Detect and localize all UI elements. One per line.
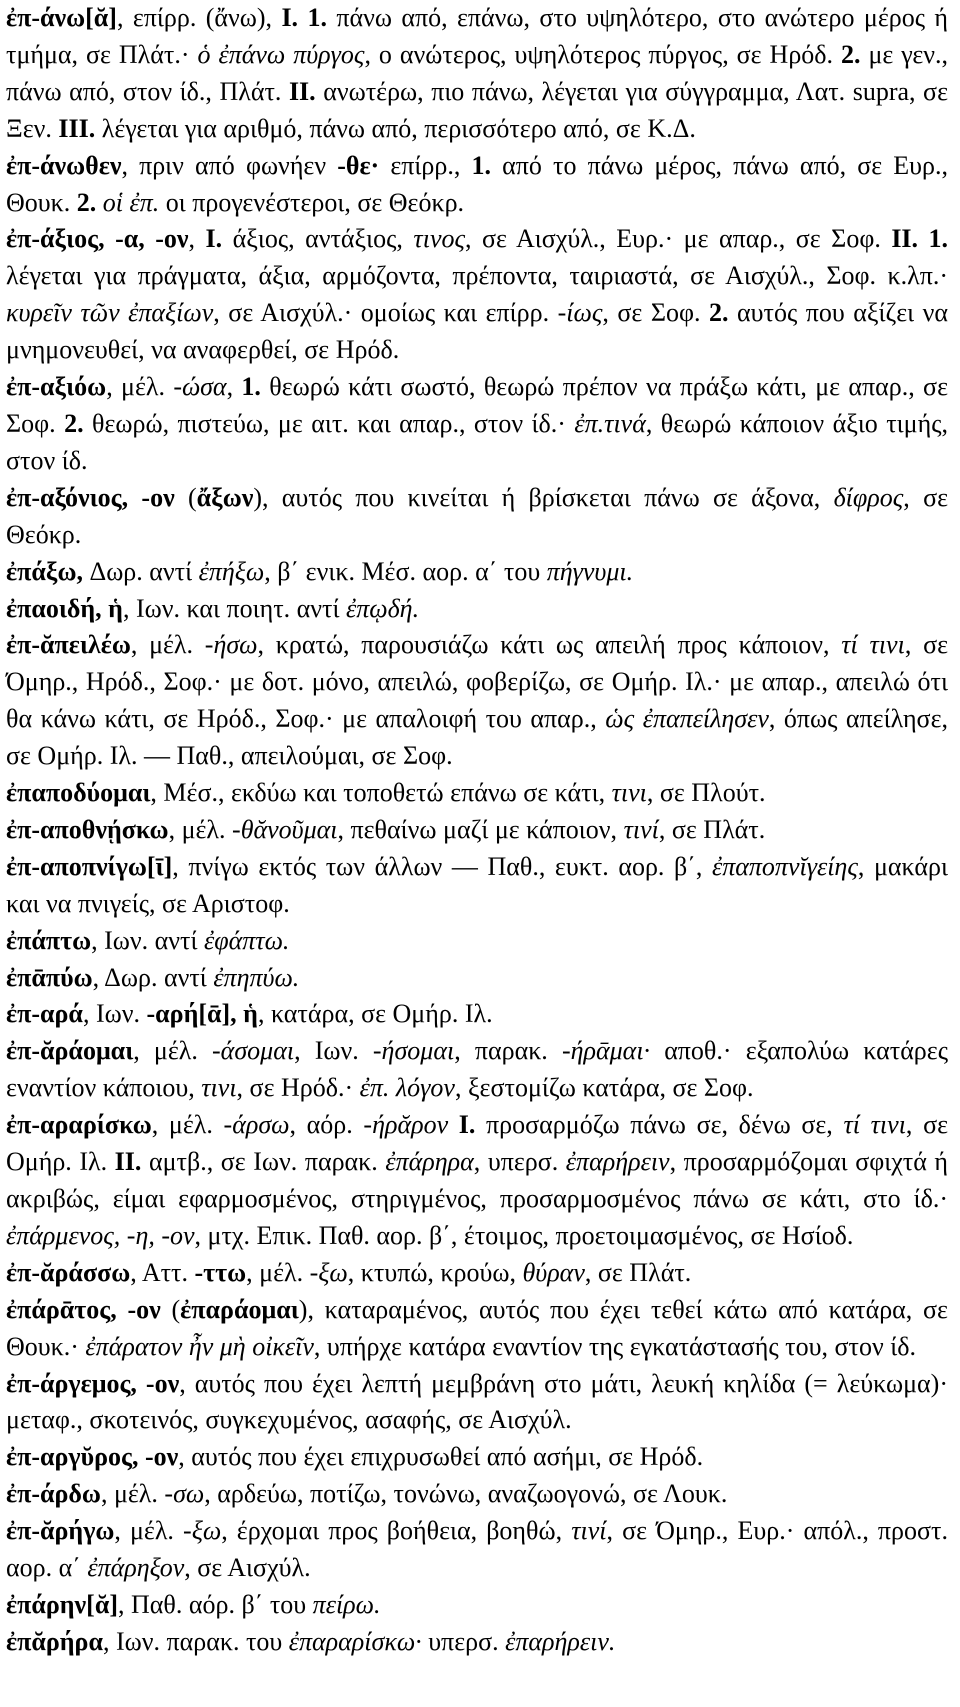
entry-italic-text: ἐπ.τινά	[574, 408, 646, 438]
entry-text: οι προγενέστεροι, σε Θεόκρ.	[159, 187, 465, 217]
entry-text: ), καταραμένος, αυτός που έχει τεθεί κάτω από κατάρα, σε Θουκ.·	[6, 1294, 948, 1361]
dictionary-entry	[6, 627, 948, 775]
dictionary-entry	[6, 1366, 948, 1440]
entry-italic-text: ἐπαραρίσκω·	[288, 1626, 422, 1656]
entry-headword: ἄξων	[196, 482, 254, 512]
entry-text: , Ιων. και ποιητ. αντί	[122, 593, 346, 623]
entry-italic-text: τινι	[201, 1073, 237, 1103]
entry-text: , σε Αισχύλ.· ομοίως και επίρρ.	[213, 298, 558, 328]
entry-headword: ἐπ-ᾰράσσω	[6, 1257, 131, 1287]
entry-headword: 2.	[76, 187, 97, 217]
dictionary-entry	[6, 1587, 948, 1624]
entry-text: ,	[226, 372, 242, 402]
entry-text: , σε Ηρόδ.·	[236, 1073, 360, 1103]
entry-text: ), αυτός που κινείται ή βρίσκεται πάνω σε άξονα,	[253, 482, 834, 512]
entry-text: , Παθ. αόρ. β΄ του	[118, 1589, 313, 1619]
entry-italic-text: ἐπαρήρειν	[565, 1147, 670, 1177]
entry-text: , Ιων.	[82, 999, 147, 1029]
dictionary-entry	[6, 1624, 948, 1661]
entry-italic-text: οἱ ἐπ.	[102, 187, 160, 217]
dictionary-entry	[6, 1476, 948, 1513]
entry-text: , αυτός που έχει λεπτή μεμβράνη στο μάτι, λευκή κηλίδα (= λεύκωμα)· μεταφ., σκοτεινός, συγκεχυμένος, ασαφής, σε Αισχύλ.	[6, 1368, 948, 1435]
entry-italic-text: πήγνυμι.	[546, 556, 634, 586]
entry-text: , αόρ.	[289, 1110, 364, 1140]
entry-text: , σε Πλούτ.	[646, 778, 766, 808]
entry-text: , ο ανώτερος, υψηλότερος πύργος, σε Ηρόδ.	[364, 39, 842, 69]
dictionary-entry	[6, 554, 948, 591]
dictionary-entry	[6, 923, 948, 960]
entry-text: , πνίγω εκτός των άλλων — Παθ., ευκτ. αορ. β΄,	[172, 851, 712, 881]
entry-italic-text: δίφρος	[833, 482, 904, 512]
entry-italic-text: -ήσομαι	[372, 1036, 455, 1066]
entry-italic-text: πείρω.	[312, 1589, 381, 1619]
entry-italic-text: τί τινι	[841, 630, 905, 660]
entry-italic-text: ἐπάρηξον	[87, 1553, 185, 1583]
dictionary-entry	[6, 1255, 948, 1292]
entry-headword: 2.	[64, 408, 84, 438]
entry-headword: III.	[58, 113, 96, 143]
entry-text: , μέλ.	[106, 372, 174, 402]
entry-text: , μέλ.	[168, 814, 233, 844]
entry-text: λέγεται για πράγματα, άξια, αρμόζοντα, πρέποντα, ταιριαστά, σε Αισχύλ., Σοφ. κ.λπ.·	[6, 261, 948, 291]
entry-text: (	[174, 482, 197, 512]
entry-text: , σε Αισχύλ.	[184, 1553, 311, 1583]
entry-italic-text: θύραν	[522, 1257, 585, 1287]
entry-headword: ἐπ-αξιόω	[6, 372, 107, 402]
entry-headword: I.	[458, 1110, 476, 1140]
entry-text: , σε Πλάτ.	[584, 1257, 692, 1287]
entry-text: , Αττ.	[130, 1257, 195, 1287]
entry-text: άξιος, αντάξιος,	[222, 224, 414, 254]
entry-text: προσαρμόζω πάνω σε, δένω σε,	[475, 1110, 844, 1140]
entry-headword: ἐπ-αποθνῄσκω	[6, 814, 169, 844]
entry-italic-text: -άρσω	[223, 1110, 290, 1140]
entry-italic-text: ἐπαποπνῐγείης	[711, 851, 858, 881]
entry-text: ανωτέρω, πιο πάνω, λέγεται για σύγγραμμα, Λατ. supra, σε Ξεν.	[6, 76, 948, 143]
entry-text: , μέλ.	[151, 1110, 224, 1140]
entry-text: , όπως απείλησε, σε Ομήρ. Ιλ. — Παθ., απειλούμαι, σε Σοφ.	[6, 704, 948, 771]
entry-text: , σε Θεόκρ.	[6, 482, 948, 549]
entry-text: , θεωρώ κάποιον άξιο τιμής, στον ίδ.	[6, 408, 949, 475]
entry-italic-text: τινι	[611, 778, 647, 808]
entry-headword: ἐπ-αρά	[6, 999, 83, 1029]
dictionary-entry	[6, 591, 948, 628]
dictionary-entry	[6, 221, 948, 369]
entry-italic-text: -ήσω	[204, 630, 258, 660]
entry-headword: 1.	[241, 372, 261, 402]
dictionary-entry	[6, 960, 948, 997]
dictionary-entry	[6, 1033, 948, 1107]
entry-italic-text: κυρεῖν τῶν ἐπαξίων	[6, 298, 214, 328]
entry-text: , έρχομαι προς βοήθεια, βοηθώ,	[221, 1516, 572, 1546]
entry-headword: ἐπαποδύομαι	[6, 778, 151, 808]
entry-headword: -ττω	[194, 1257, 247, 1287]
entry-text: , Ιων.	[294, 1036, 373, 1066]
entry-text: , Μέσ., εκδύω και τοποθετώ επάνω σε κάτι,	[150, 778, 612, 808]
entry-text: , σε Σοφ.	[602, 298, 709, 328]
entry-text: , πριν από φωνήεν	[121, 150, 338, 180]
entry-headword: II.	[288, 76, 316, 106]
entry-italic-text: -θᾰνοῦμαι	[232, 814, 338, 844]
dictionary-entry	[6, 480, 948, 554]
dictionary-entry	[6, 849, 948, 923]
entry-text: , σε Πλάτ.	[658, 814, 766, 844]
entry-italic-text: -ήρᾰρον	[363, 1110, 449, 1140]
entry-italic-text: -ξω	[183, 1516, 222, 1546]
entry-text: , αυτός που έχει επιχρυσωθεί από ασήμι, σε Ηρόδ.	[178, 1442, 704, 1472]
entry-text: , Δωρ. αντί	[92, 962, 214, 992]
entry-headword: I.	[205, 224, 223, 254]
entry-text: , Ιων. αντί	[91, 925, 204, 955]
entry-text: , μτχ. Επικ. Παθ. αορ. β΄, έτοιμος, προετοιμασμένος, σε Ησίοδ.	[194, 1220, 854, 1250]
entry-text: ,	[188, 224, 206, 254]
entry-text: , κρατώ, παρουσιάζω κάτι ως απειλή προς κάποιον,	[257, 630, 842, 660]
dictionary-entry	[6, 369, 948, 480]
entry-headword: I. 1.	[281, 3, 327, 32]
dictionary-entry	[6, 775, 948, 812]
entry-text	[448, 1110, 459, 1139]
entry-headword: ἐπᾰρήρα	[6, 1626, 103, 1656]
entry-headword: ἐπαράομαι	[180, 1294, 299, 1324]
entry-italic-text: ὡς ἐπαπείλησεν	[605, 704, 769, 734]
entry-text: από το πάνω μέρος, πάνω από, σε Ευρ., Θουκ.	[6, 150, 948, 217]
entry-text: θεωρώ κάτι σωστό, θεωρώ πρέπον να πράξω κάτι, με απαρ., σε Σοφ.	[6, 372, 948, 438]
entry-headword: -θε·	[337, 150, 380, 180]
entry-text: , κατάρα, σε Ομήρ. Ιλ.	[257, 999, 493, 1029]
entry-headword: ἐπάξω,	[6, 556, 90, 586]
entry-headword: ἐπ-ᾰρήγω	[6, 1516, 115, 1546]
entry-text: πάνω από, επάνω, στο υψηλότερο, στο ανώτερο μέρος ή τμήμα, σε Πλάτ.·	[6, 3, 948, 69]
dictionary-entry	[6, 0, 948, 148]
entry-text: , προσαρμόζομαι σφιχτά ή ακριβώς, είμαι εφαρμοσμένος, στηριγμένος, προσαρμοσμένος πάνω σε κάτι, στο ίδ.·	[6, 1147, 948, 1213]
entry-text: , μέλ.	[133, 1036, 213, 1066]
entry-headword: ἐπ-αποπνίγω[ῑ]	[6, 851, 173, 881]
entry-text: , μέλ.	[130, 630, 205, 660]
entry-headword: ἐπαοιδή, ἡ	[6, 593, 123, 623]
entry-italic-text: ἐπηπύω.	[213, 962, 300, 992]
dictionary-entry	[6, 812, 948, 849]
entry-italic-text: -άσομαι	[212, 1036, 295, 1066]
dictionary-entry	[6, 1513, 948, 1587]
entry-italic-text: ἐπήξω	[198, 556, 265, 586]
entry-italic-text: τί τινι	[843, 1110, 906, 1140]
entry-text: , αρδεύω, ποτίζω, τονώνω, αναζωογονώ, σε Λουκ.	[204, 1479, 728, 1509]
dictionary-entry	[6, 1107, 948, 1255]
entry-italic-text: ἐπάρηρα	[385, 1147, 474, 1177]
entry-headword: ἐπάρᾱτος, -ον	[6, 1294, 161, 1324]
entry-text: λέγεται για αριθμό, πάνω από, περισσότερο από, σε Κ.Δ.	[95, 113, 696, 143]
entry-text: , πεθαίνω μαζί με κάποιον,	[337, 814, 624, 844]
entry-italic-text: τινί	[571, 1516, 607, 1546]
entry-text: , μέλ.	[246, 1257, 310, 1287]
entry-headword: ἐπ-άξιος, -α, -ον	[6, 224, 189, 254]
entry-text: θεωρώ, πιστεύω, με αιτ. και απαρ., στον ίδ.·	[83, 408, 575, 438]
entry-text: , μέλ.	[114, 1516, 184, 1546]
entry-headword: ἐπ-ᾰράομαι	[6, 1036, 134, 1066]
entry-headword: 2.	[841, 39, 861, 69]
entry-italic-text: τινος	[413, 224, 466, 254]
entry-headword: 2.	[709, 298, 729, 328]
entry-text: , μακάρι και να πνιγείς, σε Αριστοφ.	[6, 851, 948, 918]
entry-headword: ἐπ-αξόνιος, -ον	[6, 482, 175, 512]
entry-text: με γεν., πάνω από, στον ίδ., Πλάτ.	[6, 39, 949, 106]
entry-italic-text: -ίως	[557, 298, 603, 328]
entry-text: Δωρ. αντί	[89, 556, 199, 586]
entry-text: αποθ.· εξαπολύω κατάρες εναντίον κάποιου,	[6, 1036, 948, 1103]
entry-italic-text: ἐπαρήρειν.	[505, 1626, 616, 1656]
entry-headword: ἐπᾱπύω	[6, 962, 93, 992]
entry-italic-text: -σω	[164, 1479, 205, 1509]
entry-italic-text: -ώσα	[173, 372, 227, 402]
entry-text: , β΄ ενικ. Μέσ. αορ. α΄ του	[264, 556, 547, 586]
entry-text: αμτβ., σε Ιων. παρακ.	[141, 1147, 386, 1177]
entry-text: αυτός που αξίζει να μνημονευθεί, να αναφερθεί, σε Ηρόδ.	[6, 298, 949, 365]
entry-headword: ἐπάρην[ᾰ]	[6, 1589, 118, 1619]
entry-text: , σε Όμηρ., Ηρόδ., Σοφ.· με δοτ. μόνο, απειλώ, φοβερίζω, σε Ομήρ. Ιλ.· με απαρ., απειλώ ότι θα κάνω κάτι, σε Ηρόδ., Σοφ.· με απαλοιφή του απαρ.,	[6, 630, 948, 734]
entry-italic-text: τινί	[623, 814, 659, 844]
dictionary-entry	[6, 148, 948, 222]
dictionary-entry	[6, 996, 948, 1033]
entry-italic-text: -ξω	[309, 1257, 348, 1287]
entry-headword: ἐπ-άνω[ᾰ]	[6, 3, 117, 32]
entry-headword: ἐπ-αργῠρος, -ον	[6, 1442, 179, 1472]
entry-text: , επίρρ. (ἄνω),	[116, 3, 282, 32]
dictionary-entry	[6, 1439, 948, 1476]
entry-text: , υπερσ.	[473, 1147, 566, 1177]
entry-headword: ἐπ-ᾰπειλέω	[6, 630, 131, 660]
entry-italic-text: ἐπ. λόγον	[359, 1073, 455, 1103]
entry-text: , υπήρχε κατάρα εναντίον της εγκατάστασής του, στον ίδ.	[313, 1331, 916, 1361]
entry-headword: ἐπ-αραρίσκω	[6, 1110, 152, 1140]
entry-italic-text: ἐπάρατον ἦν μὴ οἰκεῖν	[85, 1331, 314, 1361]
entry-text: , σε Ομήρ. Ιλ.	[6, 1110, 949, 1177]
entry-italic-text: ἐπάρμενος, -η, -ον	[6, 1220, 195, 1250]
entry-text: , ξεστομίζω κατάρα, σε Σοφ.	[454, 1073, 754, 1103]
dictionary-entry	[6, 1292, 948, 1366]
entry-italic-text: ἐφάπτω.	[203, 925, 290, 955]
entry-text: , παρακ.	[454, 1036, 562, 1066]
entry-text: υπερσ.	[421, 1626, 506, 1656]
entry-text: , σε Αισχύλ., Ευρ.· με απαρ., σε Σοφ.	[465, 224, 892, 254]
entry-headword: -αρή[ᾱ], ἡ	[146, 999, 258, 1029]
entry-text: , μέλ.	[100, 1479, 165, 1509]
entry-headword: 1.	[471, 150, 491, 180]
entry-italic-text: -ήρᾱμαι·	[561, 1036, 651, 1066]
entry-text: , κτυπώ, κρούω,	[347, 1257, 523, 1287]
entry-text: (	[160, 1294, 181, 1324]
entry-text: επίρρ.,	[379, 150, 472, 180]
entry-headword: ἐπ-άνωθεν	[6, 150, 122, 180]
entry-italic-text: ἐπῳδή.	[345, 593, 420, 623]
entry-italic-text: ὁ ἐπάνω πύργος	[197, 39, 365, 69]
entry-text: , σε Όμηρ., Ευρ.· απόλ., προστ. αορ. α΄	[6, 1516, 948, 1583]
entry-headword: ἐπάπτω	[6, 925, 92, 955]
entry-headword: II.	[114, 1147, 142, 1177]
entry-headword: ἐπ-άργεμος, -ον	[6, 1368, 180, 1398]
entry-text: , Ιων. παρακ. του	[102, 1626, 289, 1656]
entry-headword: ἐπ-άρδω	[6, 1479, 101, 1509]
entry-headword: II. 1.	[891, 224, 949, 254]
